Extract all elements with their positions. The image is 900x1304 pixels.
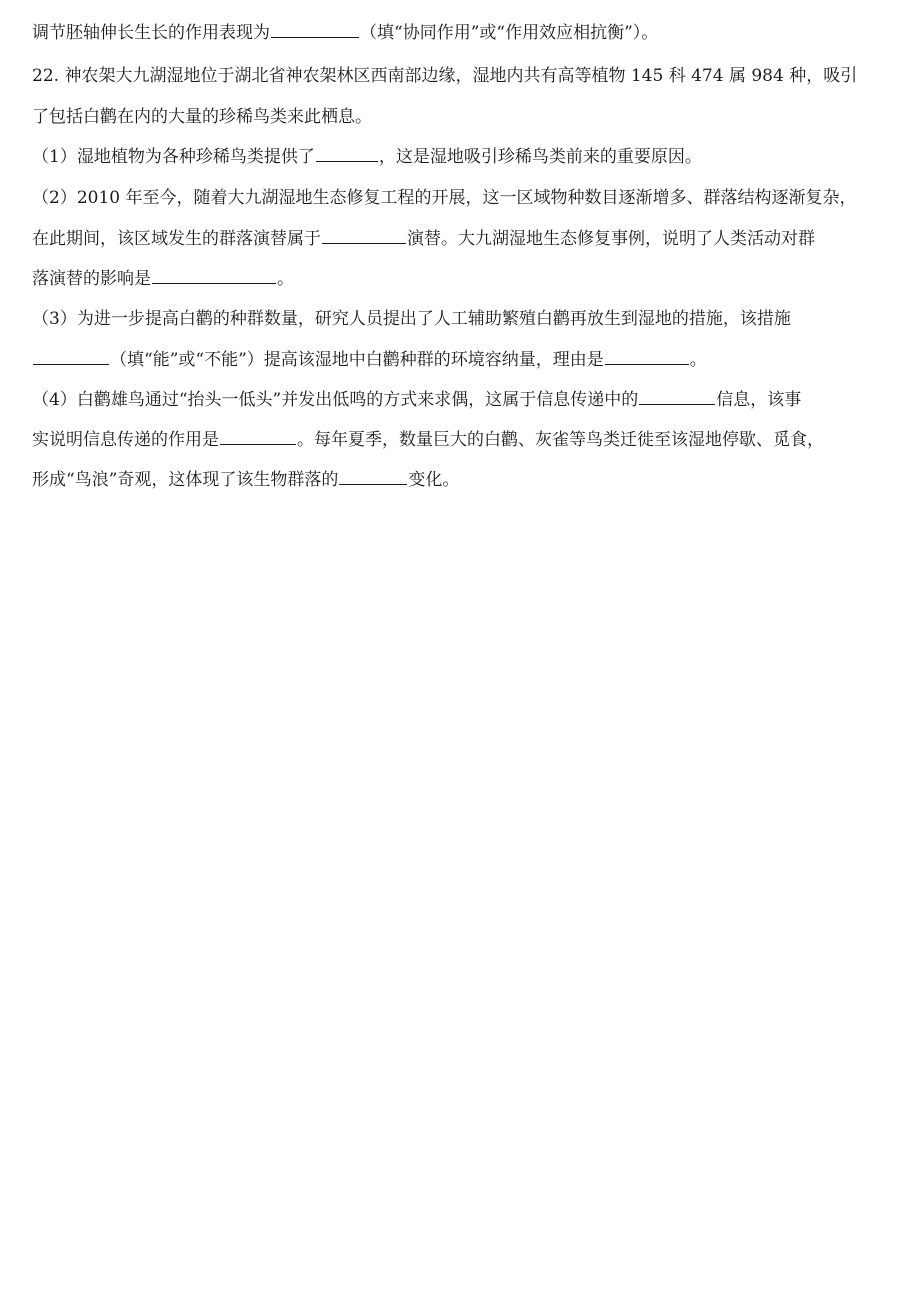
answer-blank[interactable] bbox=[33, 349, 109, 365]
question-22-stem: 了包括白鹳在内的大量的珍稀鸟类来此栖息。 bbox=[32, 107, 372, 127]
part-4-text: 变化。 bbox=[408, 470, 460, 490]
question-22-part-2-line-3 bbox=[32, 268, 882, 290]
part-2-text: （2）2010 年至今，随着大九湖湿地生态修复工程的开展，这一区域物种数目逐渐增多、群落结构逐渐复杂， bbox=[32, 188, 857, 208]
question-22-part-2-line-2 bbox=[32, 228, 882, 250]
prev-question-text: 调节胚轴伸长生长的作用表现为 bbox=[32, 23, 270, 43]
question-22-part-4-line-1 bbox=[32, 389, 882, 411]
part-4-text: 信息，该事 bbox=[716, 390, 802, 410]
part-3-text: （3）为进一步提高白鹳的种群数量，研究人员提出了人工辅助繁殖白鹳再放生到湿地的措施，该措施 bbox=[32, 309, 791, 329]
answer-blank[interactable] bbox=[316, 146, 378, 162]
question-22-stem-line-1 bbox=[32, 65, 882, 87]
part-4-text: 实说明信息传递的作用是 bbox=[32, 430, 219, 450]
part-1-text: ，这是湿地吸引珍稀鸟类前来的重要原因。 bbox=[378, 147, 702, 167]
prev-question-line bbox=[32, 22, 882, 44]
answer-blank[interactable] bbox=[220, 429, 296, 445]
answer-blank[interactable] bbox=[639, 389, 715, 405]
part-3-text: （填“能”或“不能”）提高该湿地中白鹳种群的环境容纳量，理由是 bbox=[110, 350, 604, 370]
prev-question-hint: （填“协同作用”或“作用效应相抗衡”）。 bbox=[360, 23, 659, 43]
question-22-part-3-line-2 bbox=[32, 349, 882, 371]
question-22-part-2-line-1 bbox=[32, 187, 882, 209]
answer-blank[interactable] bbox=[605, 349, 689, 365]
question-22-part-1 bbox=[32, 146, 882, 168]
answer-blank[interactable] bbox=[322, 228, 406, 244]
part-2-text: 。 bbox=[277, 269, 294, 289]
question-22-stem: 22. 神农架大九湖湿地位于湖北省神农架林区西南部边缘，湿地内共有高等植物 145 科 474 属 984 种，吸引 bbox=[32, 66, 858, 86]
part-1-text: （1）湿地植物为各种珍稀鸟类提供了 bbox=[32, 147, 315, 167]
part-4-text: 形成“鸟浪”奇观，这体现了该生物群落的 bbox=[32, 470, 339, 490]
question-22-part-4-line-2 bbox=[32, 429, 882, 451]
part-2-text: 演替。大九湖湿地生态修复事例，说明了人类活动对群 bbox=[407, 229, 815, 249]
answer-blank[interactable] bbox=[271, 22, 359, 38]
part-4-text: （4）白鹳雄鸟通过“抬头一低头”并发出低鸣的方式来求偶，这属于信息传递中的 bbox=[32, 390, 639, 410]
part-4-text: 。每年夏季，数量巨大的白鹳、灰雀等鸟类迁徙至该湿地停歇、觅食， bbox=[297, 430, 824, 450]
question-22-stem-line-2 bbox=[32, 106, 882, 128]
answer-blank[interactable] bbox=[152, 268, 276, 284]
part-2-text: 落演替的影响是 bbox=[32, 269, 151, 289]
part-3-text: 。 bbox=[689, 350, 707, 370]
answer-blank[interactable] bbox=[339, 469, 407, 485]
question-22-part-3-line-1 bbox=[32, 308, 882, 330]
question-22-part-4-line-3 bbox=[32, 469, 882, 491]
part-2-text: 在此期间，该区域发生的群落演替属于 bbox=[32, 229, 321, 249]
